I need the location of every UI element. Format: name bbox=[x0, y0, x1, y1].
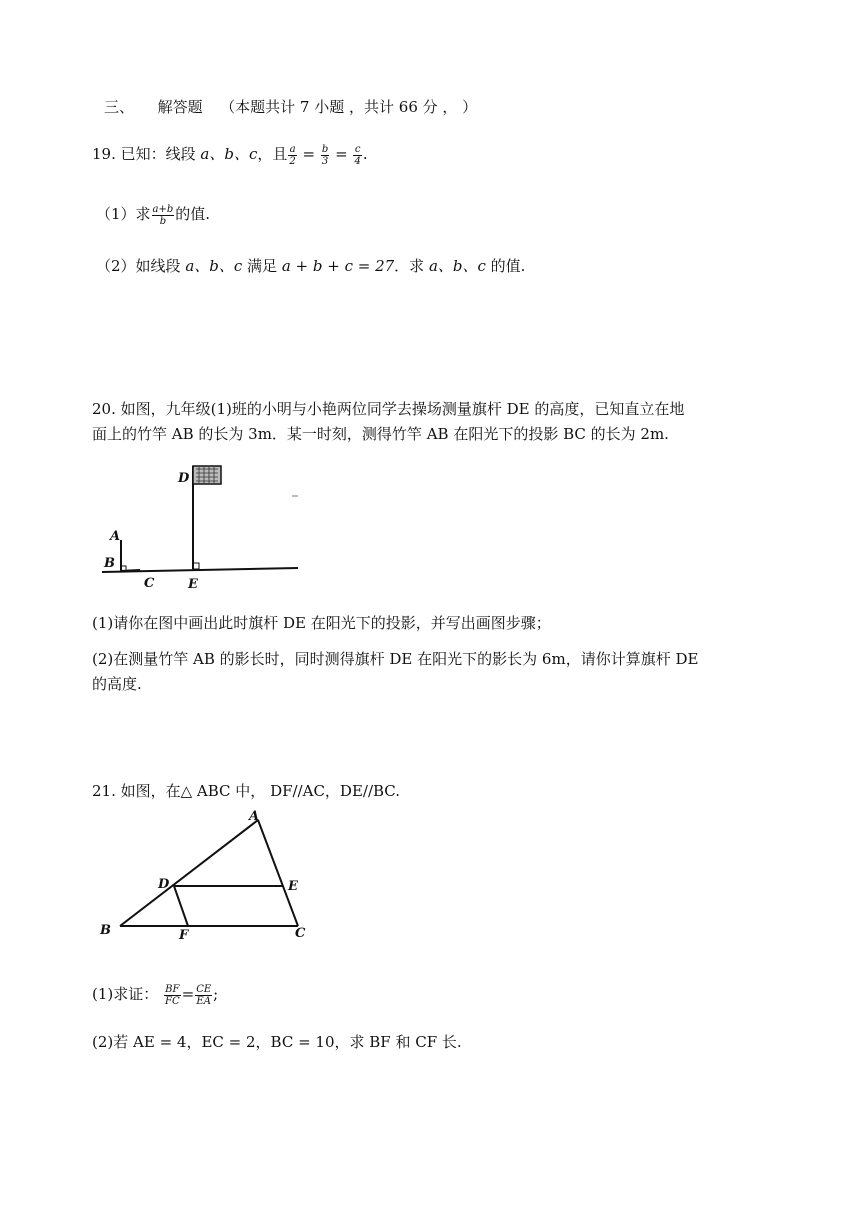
q21-part2: (2)若 AE = 4，EC = 2，BC = 10，求 BF 和 CF 长. bbox=[92, 1033, 462, 1051]
fraction-c-4: $\frac{c}{4}$ bbox=[354, 143, 361, 167]
label-E: E bbox=[188, 577, 198, 592]
section-header bbox=[104, 96, 477, 118]
q20-part1: (1)请你在图中画出此时旗杆 DE 在阳光下的投影，并写出画图步骤； bbox=[92, 614, 551, 632]
label-B: B bbox=[100, 923, 111, 938]
fraction-b-3: $\frac{b}{3}$ bbox=[321, 143, 329, 167]
q20-stem-line2: 面上的竹竿 AB 的长为 3m．某一时刻，测得竹竿 AB 在阳光下的投影 BC 的长为 2m. bbox=[92, 425, 669, 443]
q20-part2-line2: 的高度. bbox=[92, 675, 142, 693]
label-A: A bbox=[249, 809, 260, 824]
label-D: D bbox=[178, 471, 190, 486]
fraction-ce-ea: $\frac{CE}{EA}$ bbox=[196, 983, 212, 1007]
label-E: E bbox=[288, 879, 298, 894]
q21-part1: (1)求证： $\frac{BF}{FC}$ = $\frac{CE}{EA}$ ; bbox=[92, 983, 219, 1007]
fraction-a-2: $\frac{a}{2}$ bbox=[289, 143, 296, 167]
section-title: 解答题 bbox=[157, 98, 203, 116]
label-C: C bbox=[144, 576, 155, 591]
q21-figure bbox=[96, 808, 326, 943]
fraction-bf-fc: $\frac{BF}{FC}$ bbox=[165, 983, 180, 1007]
label-A: A bbox=[110, 529, 121, 544]
label-C: C bbox=[295, 926, 306, 941]
q21-stem: 21. 如图，在△ ABC 中， DF//AC，DE//BC. bbox=[92, 782, 401, 800]
section-number: 三、 bbox=[104, 98, 135, 116]
q19-stem: 19. 已知：线段 a、b、c，且 $\frac{a}{2}$ = $\frac{b}{3}$ = $\frac{c}{4}$ . bbox=[92, 143, 368, 167]
label-D: D bbox=[158, 877, 170, 892]
fraction-a-plus-b-over-b: $\frac{a+b}{b}$ bbox=[152, 203, 174, 227]
section-note: （本题共计 7 小题 ，共计 66 分 ， ） bbox=[220, 98, 478, 116]
label-F: F bbox=[179, 928, 189, 943]
q19-part1: （1）求 $\frac{a+b}{b}$ 的值. bbox=[96, 203, 211, 227]
q20-stem-line1: 20. 如图，九年级(1)班的小明与小艳两位同学去操场测量旗杆 DE 的高度，已知直立在地 bbox=[92, 400, 685, 418]
q20-part2-line1: (2)在测量竹竿 AB 的影长时，同时测得旗杆 DE 在阳光下的影长为 6m，请你计算旗杆 DE bbox=[92, 650, 699, 668]
q20-figure bbox=[96, 460, 316, 590]
q19-part2: （2）如线段 a、b、c 满足 a + b + c = 27．求 a、b、c 的值. bbox=[96, 257, 526, 275]
label-B: B bbox=[104, 556, 115, 571]
